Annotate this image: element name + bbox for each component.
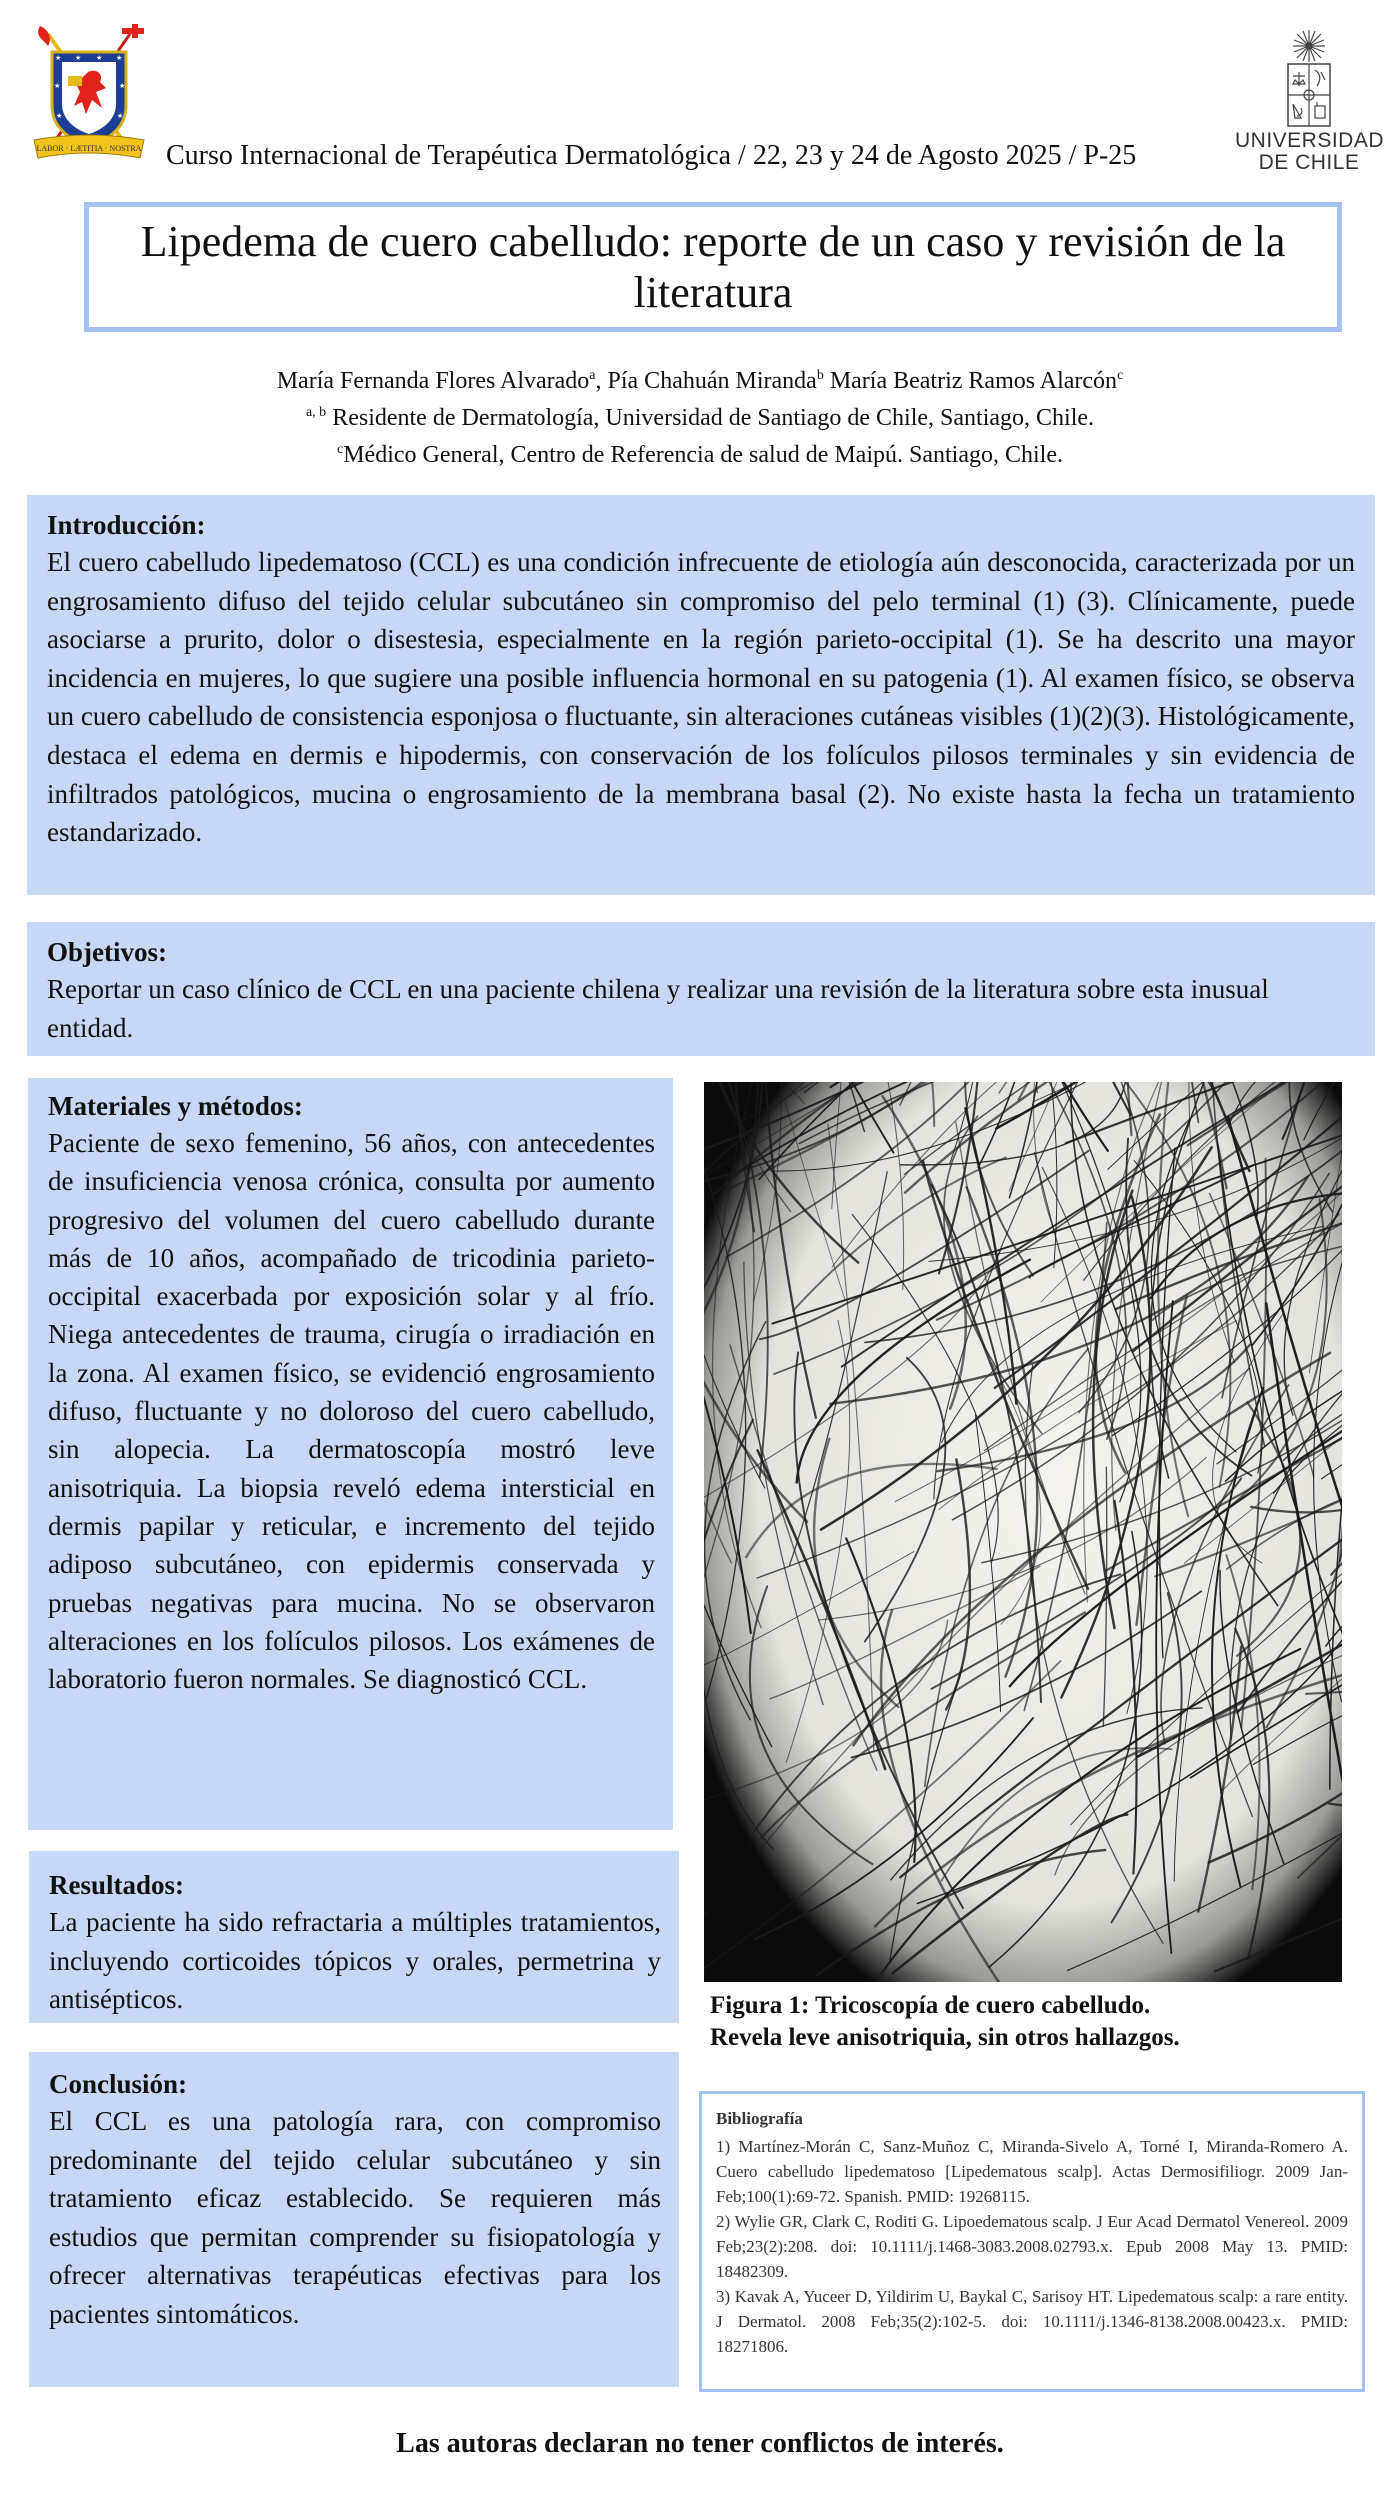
section-body: Reportar un caso clínico de CCL en una paciente chilena y realizar una revisión de la literatura sobre esta inusual entidad. <box>47 974 1269 1043</box>
figure-caption-line1: Figura 1: Tricoscopía de cuero cabelludo. <box>710 1992 1151 2019</box>
section-heading: Introducción: <box>47 510 206 540</box>
section-resultados <box>29 1851 679 2023</box>
svg-text:★: ★ <box>116 54 123 62</box>
uchile-logo <box>1235 24 1383 172</box>
section-conclusion <box>29 2052 679 2387</box>
author-name: María Fernanda Flores Alvarado <box>276 368 590 394</box>
affiliation <box>0 434 1400 471</box>
usach-motto: LABOR · LÆTITIA · NOSTRA <box>36 144 142 153</box>
section-objetivos <box>27 922 1375 1056</box>
section-body: Paciente de sexo femenino, 56 años, con antecedentes de insuficiencia venosa crónica, consulta por aumento progresivo del volumen del cuero cabelludo durante más de 10 años, acompañado de tricodinia parieto-occipital exacerbada por exposición solar y al frío. Niega antecedentes de trauma, cirugía o irradiación en la zona. Al examen físico, se evidenció engrosamiento difuso, fluctuante y no doloroso del cuero cabelludo, sin alopecia. La dermatoscopía mostró leve anisotriquia. La biopsia reveló edema intersticial en dermis papilar y reticular, e incremento del tejido adiposo subcutáneo, con epidermis conservada y pruebas negativas para mucina. No se observaron alteraciones en los folículos pilosos. Los exámenes de laboratorio fueron normales. Se diagnosticó CCL. <box>48 1128 655 1695</box>
author-sup: b <box>816 368 824 383</box>
reference-item: 1) Martínez-Morán C, Sanz-Muñoz C, Miranda-Sivelo A, Torné I, Miranda-Romero A. Cuero cabelludo lipedematoso [Lipedematous scalp]. Actas Dermosifiliogr. 2009 Jan-Feb;100(1):69-72. Spanish. PMID: 19268115. <box>716 2137 1348 2206</box>
svg-text:★: ★ <box>117 112 124 120</box>
section-body: El CCL es una patología rara, con compromiso predominante del tejido celular subcutáneo y sin tratamiento eficaz establecido. Se requieren más estudios que permitan comprender su fisiopatología y ofrecer alternativas terapéuticas efectivas para los pacientes sintomáticos. <box>49 2106 661 2329</box>
svg-text:★: ★ <box>96 54 103 62</box>
conflict-of-interest-statement: Las autoras declaran no tener conflictos de interés. <box>396 2428 1004 2459</box>
affiliation-sup: a, b <box>305 405 327 420</box>
figure-caption-line2: Revela leve anisotriquia, sin otros hallazgos. <box>710 2024 1180 2051</box>
author-name: María Beatriz Ramos Alarcón <box>829 368 1118 394</box>
affiliation-text: Residente de Dermatología, Universidad de Santiago de Chile, Santiago, Chile. <box>332 405 1095 431</box>
reference-item: 2) Wylie GR, Clark C, Roditi G. Lipoedematous scalp. J Eur Acad Dermatol Venereol. 2009 Feb;23(2):208. doi: 10.1111/j.1468-3083.2008.02793.x. Epub 2008 May 13. PMID: 18482309. <box>716 2212 1348 2281</box>
title-box <box>84 202 1342 332</box>
trichoscopy-photo <box>704 1082 1342 1982</box>
bibliography-heading: Bibliografía <box>716 2109 803 2128</box>
author-sup: a <box>589 368 596 383</box>
svg-text:★: ★ <box>75 54 82 62</box>
svg-text:★: ★ <box>119 82 126 90</box>
section-body: El cuero cabelludo lipedematoso (CCL) es una condición infrecuente de etiología aún desconocida, caracterizada por un engrosamiento difuso del tejido celular subcutáneo sin compromiso del pelo terminal (1) (3). Clínicamente, puede asociarse a prurito, dolor o disestesia, especialmente en la región parieto-occipital (1). Se ha descrito una mayor incidencia en mujeres, lo que sugiere una posible influencia hormonal en su patogenia (1). Al examen físico, se observa un cuero cabelludo de consistencia esponjosa o fluctuante, sin alteraciones cutáneas visibles (1)(2)(3). Histológicamente, destaca el edema en dermis e hipodermis, con conservación de los folículos pilosos terminales y sin evidencia de infiltrados patológicos, mucina o engrosamiento de la membrana basal (2). No existe hasta la fecha un tratamiento estandarizado. <box>47 547 1355 848</box>
section-introduccion <box>27 495 1375 895</box>
author-list: María Fernanda Flores Alvarado$^a$, Pía Chahuán Miranda$^b$ María Beatriz Ramos Alarcón$^c$ <box>276 368 1124 394</box>
affiliation <box>0 397 1400 434</box>
poster-title: Lipedema de cuero cabelludo: reporte de un caso y revisión de la literatura <box>140 217 1286 317</box>
bibliography-box <box>699 2091 1365 2392</box>
svg-text:★: ★ <box>56 112 63 120</box>
svg-text:★: ★ <box>54 82 61 90</box>
conference-line: Curso Internacional de Terapéutica Dermatológica / 22, 23 y 24 de Agosto 2025 / P-25 <box>166 140 1137 171</box>
section-materiales-metodos <box>28 1078 673 1830</box>
author-sup: c <box>1117 368 1124 383</box>
uchile-name-line2: DE CHILE <box>1258 151 1360 174</box>
reference-item: 3) Kavak A, Yuceer D, Yildirim U, Baykal C, Sarisoy HT. Lipedematous scalp: a rare entity. J Dermatol. 2008 Feb;35(2):102-5. doi: 10.1111/j.1346-8138.2008.00423.x. PMID: 18271806. <box>716 2287 1348 2356</box>
section-body: La paciente ha sido refractaria a múltiples tratamientos, incluyendo corticoides tópicos y orales, permetrina y antisépticos. <box>49 1907 661 2015</box>
figure-caption <box>710 1990 1180 2054</box>
svg-text:★: ★ <box>55 54 62 62</box>
trichoscopy-image <box>704 1082 1342 1982</box>
affiliation-sup: c <box>337 442 344 457</box>
affiliation-text: Médico General, Centro de Referencia de salud de Maipú. Santiago, Chile. <box>343 442 1063 468</box>
section-heading: Resultados: <box>49 1870 185 1900</box>
uchile-name-line1: UNIVERSIDAD <box>1235 129 1385 152</box>
author-name: Pía Chahuán Miranda <box>607 368 817 394</box>
authors-block <box>0 360 1400 471</box>
section-heading: Materiales y métodos: <box>48 1091 303 1121</box>
section-heading: Objetivos: <box>47 937 167 967</box>
section-heading: Conclusión: <box>49 2069 188 2099</box>
usach-logo <box>30 22 148 166</box>
